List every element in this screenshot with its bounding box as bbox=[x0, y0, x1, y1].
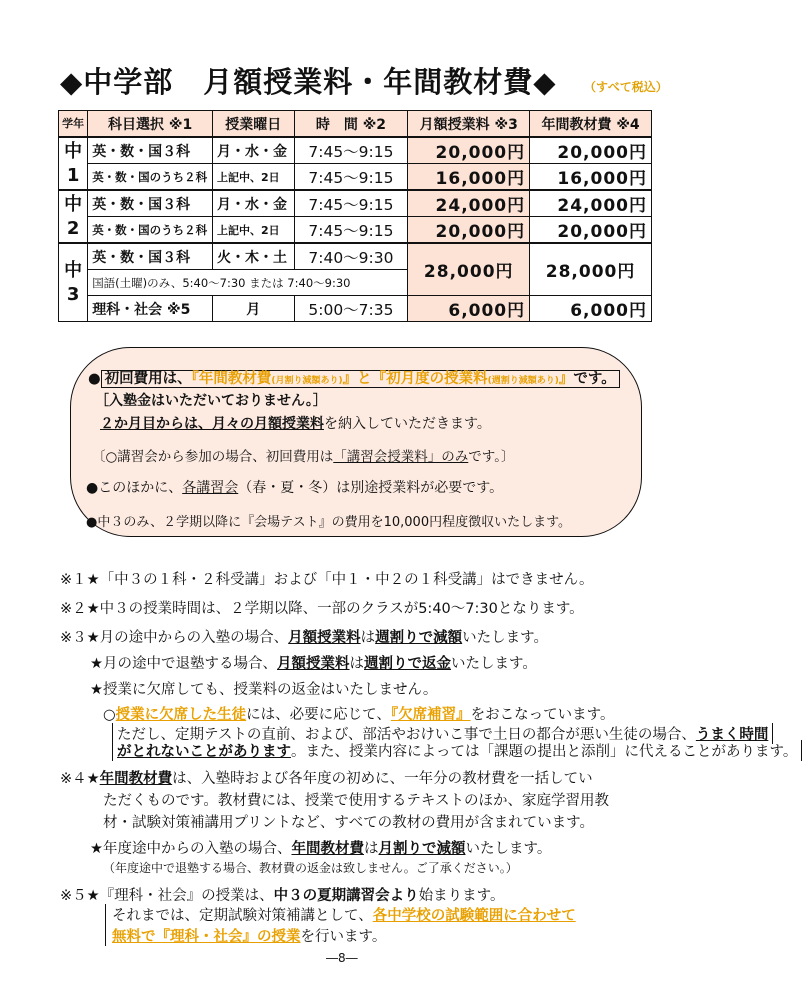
note-text: 始まります。 bbox=[418, 888, 505, 904]
note-text: ※３★月の途中からの入塾の場合、 bbox=[60, 630, 289, 646]
note-text: ※４★ bbox=[60, 771, 100, 787]
header-subject: 科目選択 ※1 bbox=[88, 111, 213, 138]
note-3f bbox=[112, 740, 802, 761]
time-cell: 7:45～9:15 bbox=[294, 164, 408, 191]
grade-3: 中 3 bbox=[59, 243, 88, 322]
time-cell: 7:45～9:15 bbox=[294, 217, 408, 244]
note-text: いたします。 bbox=[465, 841, 552, 857]
table-row bbox=[59, 164, 652, 191]
note-text: ただし、定期テストの直前、および、部活やおけいこ事で土日の都合が悪い生徒の場合、 bbox=[117, 727, 696, 743]
note-text: ★年度途中からの入塾の場合、 bbox=[90, 841, 292, 857]
annual-cell: 28,000円 bbox=[530, 243, 652, 296]
initial-fee-label: 初回費用は、 bbox=[104, 371, 192, 387]
subject-cell: 英・数・国のうち２科 bbox=[88, 217, 213, 244]
note-em: 年間教材費 bbox=[291, 841, 364, 857]
note-em: 週割りで返金 bbox=[364, 656, 451, 672]
monthly-cell: 16,000円 bbox=[408, 164, 530, 191]
note-text: を行います。 bbox=[300, 929, 387, 945]
pay-text: を納入していただきます。 bbox=[324, 416, 491, 432]
note-5d bbox=[105, 904, 576, 925]
subject-cell: 英・数・国３科 bbox=[88, 137, 213, 164]
desu-text: です。 bbox=[573, 371, 616, 387]
annual-cell: 24,000円 bbox=[530, 190, 652, 217]
note-em: 月額授業料 bbox=[288, 630, 361, 646]
annual-material-text: 『年間教材費 bbox=[191, 371, 272, 387]
note-text: は bbox=[360, 630, 376, 646]
note-text: ★月の途中で退塾する場合、 bbox=[90, 656, 277, 672]
subject-cell: 英・数・国３科 bbox=[88, 243, 213, 270]
note-text: いたします。 bbox=[462, 630, 548, 646]
note-text: は bbox=[364, 841, 379, 857]
note-em: 授業に欠席した生徒 bbox=[115, 707, 247, 723]
monthly-from-second: ２か月目からは、月々の月額授業料 bbox=[100, 416, 324, 432]
seminar-prefix: 〔○講習会から参加の場合、初回費用は bbox=[92, 449, 334, 465]
bubble-line-6: ●中３のみ、２学期以降に『会場テスト』の費用を10,000円程度徴収いたします。 bbox=[86, 515, 572, 530]
days-cell: 月・水・金 bbox=[213, 137, 295, 164]
note-4e: 材・試験対策補講用プリントなど、すべての教材の費用が含まれています。 bbox=[103, 815, 594, 831]
note-4d: ただくものです。教材費には、授業で使用するテキストのほか、家庭学習用教 bbox=[103, 793, 610, 809]
time-cell: 7:40～9:30 bbox=[294, 243, 408, 270]
note-3 bbox=[60, 626, 548, 647]
note-em: 年間教材費 bbox=[99, 771, 173, 787]
note-2: ※２★中３の授業時間は、２学期以降、一部のクラスが5:40～7:30となります。 bbox=[60, 601, 584, 617]
note-3c: ★授業に欠席しても、授業料の返金はいたしません。 bbox=[90, 682, 438, 698]
subject-cell: 理科・社会 ※5 bbox=[88, 296, 213, 322]
other-suffix: （春・夏・冬）は別途授業料が必要です。 bbox=[238, 480, 504, 496]
page-title: ◆中学部 月額授業料・年間教材費◆ bbox=[60, 65, 557, 99]
note-text: をおこなっています。 bbox=[470, 707, 615, 723]
bracket-close: 』 bbox=[558, 371, 574, 387]
other-prefix: ●このほかに、 bbox=[86, 480, 183, 496]
days-cell: 上記中、2日 bbox=[213, 164, 295, 191]
note-text: ※５★『理科・社会』の授業は、 bbox=[60, 888, 274, 904]
each-seminar: 各講習会 bbox=[182, 480, 239, 496]
header-grade: 学年 bbox=[59, 111, 88, 138]
annual-cell: 20,000円 bbox=[530, 137, 652, 164]
bubble-line-1 bbox=[88, 367, 620, 388]
bubble-line-3 bbox=[100, 413, 491, 433]
table-row bbox=[59, 243, 652, 270]
note-text: は、入塾時および各年度の初めに、一年分の教材費を一括してい bbox=[172, 771, 593, 787]
annual-cell: 6,000円 bbox=[530, 296, 652, 322]
note-text: は bbox=[349, 656, 364, 672]
tax-note: （すべて税込） bbox=[584, 80, 668, 94]
table-row bbox=[59, 296, 652, 322]
bubble-line-2: ［入塾金はいただいておりません。］ bbox=[95, 393, 327, 409]
table-header-row bbox=[59, 111, 652, 138]
table-row bbox=[59, 137, 652, 164]
monthly-cell: 20,000円 bbox=[408, 137, 530, 164]
note-text: 。また、授業内容によっては「課題の提出と添削」に代えることがあります。 bbox=[291, 744, 798, 760]
note-4f bbox=[90, 837, 551, 858]
note-5 bbox=[60, 884, 505, 905]
annual-cell: 20,000円 bbox=[530, 217, 652, 244]
monthly-cell: 20,000円 bbox=[408, 217, 530, 244]
note-3b bbox=[90, 652, 537, 673]
note-em: 月割りで減額 bbox=[378, 841, 466, 857]
subject-cell: 英・数・国３科 bbox=[88, 190, 213, 217]
note-em: 月額授業料 bbox=[277, 656, 350, 672]
note-em: 無料で『理科・社会』の授業 bbox=[112, 929, 301, 945]
note-em: うまく時間 bbox=[695, 727, 769, 743]
monthly-cell: 24,000円 bbox=[408, 190, 530, 217]
fee-table bbox=[58, 110, 652, 322]
japanese-only-cell: 国語(土曜)のみ、5:40～7:30 または 7:40～9:30 bbox=[88, 270, 408, 296]
grade-1: 中 1 bbox=[59, 137, 88, 190]
bubble-line-4 bbox=[92, 445, 514, 465]
note-em: 中３の夏期講習会より bbox=[273, 888, 419, 904]
days-cell: 月・水・金 bbox=[213, 190, 295, 217]
table-row bbox=[59, 217, 652, 244]
days-cell: 火・木・土 bbox=[213, 243, 295, 270]
note-3d bbox=[103, 703, 614, 724]
monthly-cell: 6,000円 bbox=[408, 296, 530, 322]
note-em: 『欠席補習』 bbox=[390, 707, 471, 723]
table-row bbox=[59, 190, 652, 217]
subject-cell: 英・数・国のうち２科 bbox=[88, 164, 213, 191]
monthly-cell: 28,000円 bbox=[408, 243, 530, 296]
time-cell: 5:00～7:35 bbox=[294, 296, 408, 322]
note-5e bbox=[105, 925, 386, 946]
note-text: には、必要に応じて、 bbox=[246, 707, 391, 723]
header-time: 時 間 ※2 bbox=[294, 111, 408, 138]
seminar-suffix: です。〕 bbox=[468, 449, 515, 465]
grade-2: 中 2 bbox=[59, 190, 88, 243]
time-cell: 7:45～9:15 bbox=[294, 190, 408, 217]
page-number: ―8― bbox=[326, 951, 358, 965]
first-month-text: 』と『初月度の授業料 bbox=[342, 371, 488, 387]
days-cell: 上記中、2日 bbox=[213, 217, 295, 244]
annual-cell: 16,000円 bbox=[530, 164, 652, 191]
seminar-fee-only: 「講習会授業料」のみ bbox=[333, 449, 469, 465]
note-4 bbox=[60, 767, 593, 788]
weekly-reduction-note: (週割り減額あり) bbox=[487, 376, 559, 386]
note-text: それまでは、定期試験対策補講として、 bbox=[112, 908, 373, 924]
note-1: ※１★「中３の１科・２科受講」および「中１・中２の１科受講」はできません。 bbox=[60, 572, 594, 588]
bullet: ● bbox=[88, 371, 101, 387]
header-annual: 年間教材費 ※4 bbox=[530, 111, 652, 138]
note-em: 各中学校の試験範囲に合わせて bbox=[372, 908, 576, 924]
note-4g: （年度途中で退塾する場合、教材費の返金は致しません。ご了承ください。） bbox=[103, 861, 518, 875]
days-cell: 月 bbox=[213, 296, 295, 322]
monthly-reduction-note: (月割り減額あり) bbox=[271, 376, 343, 386]
note-text: ○ bbox=[103, 707, 116, 723]
header-monthly: 月額授業料 ※3 bbox=[408, 111, 530, 138]
bubble-line-5 bbox=[86, 477, 503, 497]
note-em: がとれないことがあります bbox=[117, 744, 291, 760]
note-text: いたします。 bbox=[451, 656, 537, 672]
header-days: 授業曜日 bbox=[213, 111, 295, 138]
note-em: 週割りで減額 bbox=[375, 630, 463, 646]
time-cell: 7:45～9:15 bbox=[294, 137, 408, 164]
